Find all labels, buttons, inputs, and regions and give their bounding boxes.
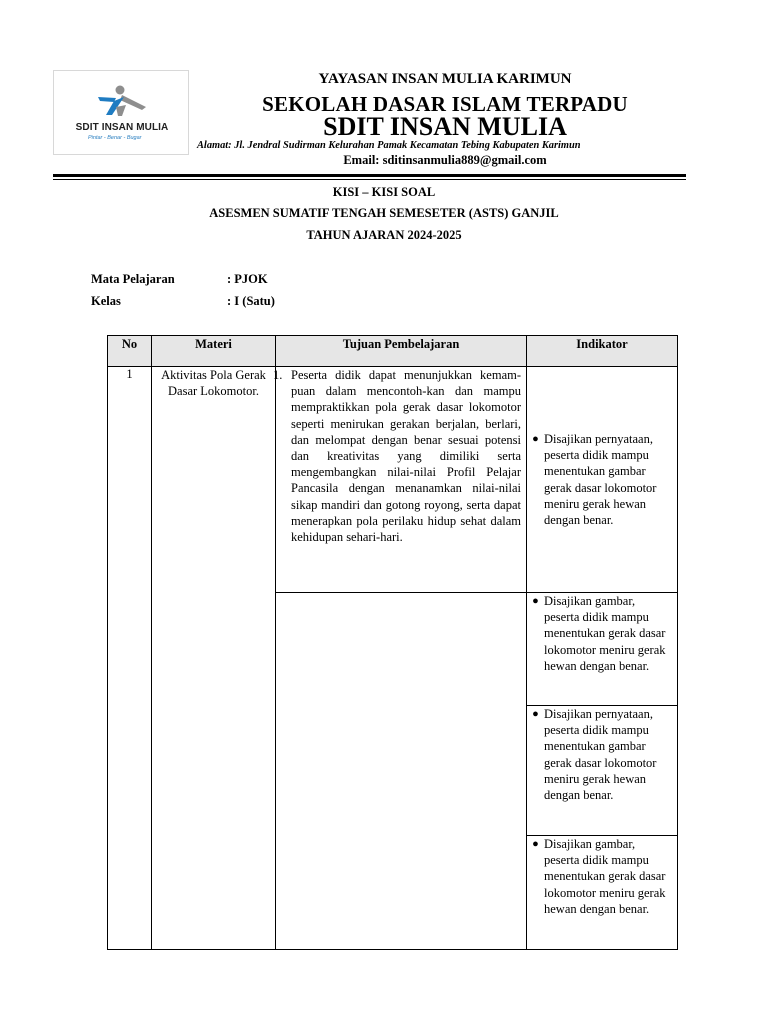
- tujuan-text: Peserta didik dapat menunjukkan kemam-puan dalam mencontoh-kan dan mampu mempraktikkan pola gerak dasar lokomotor seperti menirukan gerakan berjalan, berlari, dan melompat dengan benar sesuai potensi dan kreativitas yang dimiliki serta mengembangkan nilai-nilai Profil Pelajar Pancasila dengan menanamkan nilai-nilai sikap mandiri dan gotong royong, serta dapat menerapkan pola perilaku hidup sehat dalam kehidupan sehari-hari.: [291, 368, 521, 545]
- header-indikator: Indikator: [527, 336, 678, 367]
- indikator-text: Disajikan pernyataan, peserta didik mampu menentukan gambar gerak dasar lokomotor meniru gerak hewan dengan benar.: [544, 707, 657, 803]
- class-label: Kelas: [91, 294, 121, 308]
- logo-school-name: SDIT INSAN MULIA: [75, 122, 169, 133]
- header-materi: Materi: [152, 336, 276, 367]
- logo-tagline: Pintar - Benar - Bugar: [88, 135, 142, 141]
- table-row: [108, 367, 678, 593]
- header-rule-thin: [53, 179, 686, 180]
- document-subtitle: ASESMEN SUMATIF TENGAH SEMESETER (ASTS) GANJIL: [209, 206, 559, 220]
- row-number: 1: [108, 367, 152, 950]
- header-tujuan: Tujuan Pembelajaran: [276, 336, 527, 367]
- indikator-cell: [527, 593, 678, 706]
- indikator-text: Disajikan gambar, peserta didik mampu menentukan gerak dasar lokomotor meniru gerak hewan dengan benar.: [544, 837, 666, 916]
- tujuan-number: 1.: [273, 368, 283, 382]
- school-name: SDIT INSAN MULIA: [323, 112, 567, 141]
- academic-year: TAHUN AJARAN 2024-2025: [306, 228, 462, 242]
- subject-label: Mata Pelajaran: [91, 272, 175, 286]
- row-materi: Aktivitas Pola Gerak Dasar Lokomotor.: [152, 367, 276, 950]
- class-value: : I (Satu): [227, 294, 275, 308]
- bullet-icon: ●: [532, 838, 539, 850]
- document-title: KISI – KISI SOAL: [332, 185, 436, 199]
- school-logo-icon: [92, 85, 152, 121]
- header-rule-thick: [53, 174, 686, 177]
- indikator-cell: [527, 706, 678, 836]
- school-address: Alamat: Jl. Jendral Sudirman Kelurahan Pamak Kecamatan Tebing Kabupaten Karimun: [197, 140, 581, 151]
- indikator-cell: [527, 367, 678, 593]
- foundation-name: YAYASAN INSAN MULIA KARIMUN: [318, 71, 572, 87]
- header-no: No: [108, 336, 152, 367]
- indikator-text: Disajikan gambar, peserta didik mampu menentukan gerak dasar lokomotor meniru gerak hewan dengan benar.: [544, 594, 666, 673]
- indikator-text: Disajikan pernyataan, peserta didik mampu menentukan gambar gerak dasar lokomotor meniru gerak hewan dengan benar.: [544, 431, 657, 527]
- bullet-icon: ●: [532, 595, 539, 607]
- table-header-row: [108, 336, 678, 367]
- school-email: Email: sditinsanmulia889@gmail.com: [343, 153, 547, 167]
- row-tujuan: [273, 367, 527, 593]
- indikator-cell: [527, 836, 678, 950]
- empty-tujuan-cell: [276, 593, 527, 950]
- kisi-table: [107, 335, 678, 950]
- bullet-icon: ●: [532, 432, 539, 445]
- school-type: SEKOLAH DASAR ISLAM TERPADU: [262, 92, 628, 116]
- bullet-icon: ●: [532, 708, 539, 720]
- school-logo: [53, 70, 189, 155]
- subject-value: : PJOK: [227, 272, 268, 286]
